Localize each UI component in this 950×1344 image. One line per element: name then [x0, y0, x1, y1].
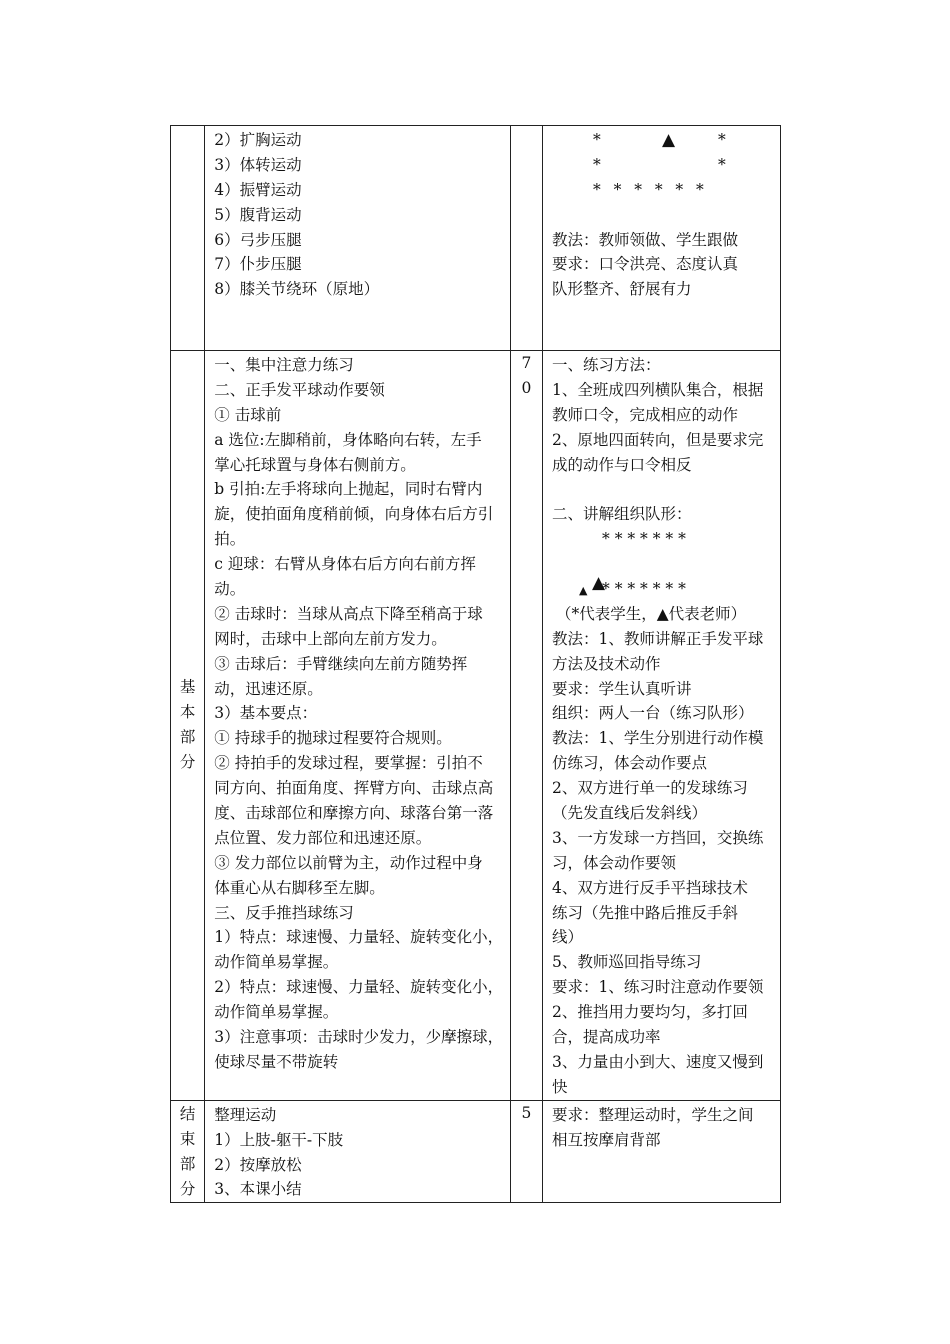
content-line: 一、集中注意力练习: [214, 356, 354, 374]
teacher-small-triangle-icon: ▲: [579, 584, 588, 598]
student-row: * * * * * * *: [602, 580, 686, 599]
ending-time: 5: [521, 1103, 532, 1122]
method-line: 相互按摩肩背部: [552, 1130, 661, 1149]
ending-time-cell: [510, 1100, 542, 1203]
student-mark: *: [593, 155, 601, 174]
content-line: 使球尽量不带旋转: [214, 1052, 339, 1071]
method-line: 方法及技术动作: [552, 654, 661, 673]
content-line: ③ 击球后：手臂继续向左前方随势挥: [214, 654, 468, 673]
content-line: c 迎球：右臂从身体右后方向右前方挥: [214, 555, 476, 574]
method-line: 2、推挡用力要均匀，多打回: [552, 1003, 748, 1022]
teacher-triangle-icon: ▲: [662, 130, 676, 150]
content-line: ② 持拍手的发球过程，要掌握：引拍不: [214, 754, 483, 773]
lesson-plan-table: [170, 125, 781, 1203]
content-line: 3）基本要点：: [214, 704, 318, 723]
content-line: 动。: [214, 580, 246, 599]
method-line: 快: [552, 1077, 568, 1096]
method-line: 教法：1、学生分别进行动作模: [552, 729, 764, 748]
content-line: 动作简单易掌握。: [214, 1003, 339, 1022]
content-line: ③ 发力部位以前臂为主，动作过程中身: [214, 853, 483, 872]
content-line: ① 击球前: [214, 405, 282, 424]
method-line: 要求：1、练习时注意动作要领: [552, 978, 764, 997]
section-label-char: 本: [179, 703, 196, 722]
content-line: 3）注意事项：击球时少发力，少摩擦球，: [214, 1028, 504, 1047]
method-line: 要求：学生认真听讲: [552, 679, 692, 698]
content-line: 同方向、拍面角度、挥臂方向、击球点高: [214, 779, 494, 798]
content-line: 1）特点：球速慢、力量轻、旋转变化小，: [214, 928, 504, 947]
content-line: 拍。: [214, 530, 246, 549]
warmup-section-label: [171, 126, 205, 351]
basic-row: [171, 351, 781, 1101]
section-label-char: 部: [179, 728, 196, 747]
content-line: b 引拍:左手将球向上抛起，同时右臂内: [214, 480, 483, 499]
section-label-char: 分: [179, 753, 196, 772]
method-line: 2、原地四面转向，但是要求完: [552, 430, 764, 449]
content-line: ① 持球手的抛球过程要符合规则。: [214, 729, 452, 748]
warmup-time-cell: [510, 126, 542, 351]
content-line: 动作简单易掌握。: [214, 953, 339, 972]
blank-line: [552, 203, 774, 228]
content-line: 动，迅速还原。: [214, 679, 323, 698]
exercise-line: 6）弓步压腿: [214, 230, 302, 249]
content-line: 2）按摩放松: [214, 1155, 302, 1174]
method-line: 教师口令，完成相应的动作: [552, 405, 739, 424]
method-line: 组织：两人一台（练习队形）: [552, 704, 754, 723]
content-line: ② 击球时：当球从高点下降至稍高于球: [214, 604, 483, 623]
basic-content-cell: [205, 351, 511, 1101]
method-line: 2、双方进行单一的发球练习: [552, 779, 748, 798]
section-label-char: 束: [179, 1129, 196, 1148]
method-line: 要求：口令洪亮、态度认真: [552, 255, 739, 274]
method-line: 练习（先推中路后推反手斜: [552, 903, 739, 922]
student-row: * * * * * * *: [602, 530, 686, 549]
content-line: 2）特点：球速慢、力量轻、旋转变化小，: [214, 978, 504, 997]
warmup-formation-row-2: [552, 153, 774, 178]
method-line: 合，提高成功率: [552, 1028, 661, 1047]
time-digit: 7: [521, 354, 532, 372]
method-line: [552, 477, 774, 502]
content-line: 度、击球部位和摩擦方向、球落台第一落: [214, 804, 494, 823]
content-line: 1）上肢-躯干-下肢: [214, 1130, 344, 1149]
student-mark: *: [718, 155, 726, 174]
content-line: 旋，使拍面角度稍前倾，向身体右后方引: [214, 505, 494, 524]
ending-row: [171, 1100, 781, 1203]
ending-section-label: [171, 1100, 205, 1203]
time-digit: 0: [521, 378, 532, 397]
method-line: 习，体会动作要领: [552, 853, 677, 872]
method-line: 二、讲解组织队形：: [552, 505, 692, 524]
content-line: a 选位:左脚稍前，身体略向右转，左手: [214, 430, 482, 449]
method-line: （先发直线后发斜线）: [552, 804, 708, 823]
method-line: 一、练习方法：: [552, 356, 661, 374]
method-line: 3、一方发球一方挡回，交换练: [552, 828, 764, 847]
method-line: 3、力量由小到大、速度又慢到: [552, 1052, 764, 1071]
content-line: 体重心从右脚移至左脚。: [214, 878, 385, 897]
method-line: 1、全班成四列横队集合，根据: [552, 380, 764, 399]
student-mark: *: [593, 131, 601, 149]
method-line: 5、教师巡回指导练习: [552, 953, 702, 972]
basic-time-cell: [510, 351, 542, 1101]
content-line: 掌心托球置与身体右侧前方。: [214, 455, 416, 474]
warmup-content-cell: [205, 126, 511, 351]
content-line: 3、本课小结: [214, 1180, 302, 1199]
student-mark: *: [718, 131, 726, 149]
ending-methods-cell: [543, 1100, 781, 1203]
content-line: 整理运动: [214, 1105, 277, 1124]
method-line: 成的动作与口令相反: [552, 455, 692, 474]
method-line: 仿练习，体会动作要点: [552, 754, 708, 773]
warmup-formation-row-1: [552, 128, 774, 153]
content-line: 网时，击球中上部向左前方发力。: [214, 629, 447, 648]
method-line: 要求：整理运动时，学生之间: [552, 1105, 754, 1124]
method-line: 4、双方进行反手平挡球技术: [552, 878, 748, 897]
method-line: 队形整齐、舒展有力: [552, 280, 692, 299]
content-line: 二、正手发平球动作要领: [214, 380, 385, 399]
section-label-char: 结: [179, 1104, 196, 1123]
exercise-line: 3）体转运动: [214, 155, 302, 174]
teacher-triangle-icon: ▲: [592, 573, 606, 594]
warmup-row: [171, 126, 781, 351]
blank-line: [552, 552, 774, 577]
exercise-line: 4）振臂运动: [214, 180, 302, 199]
section-label-char: 基: [179, 678, 196, 697]
exercise-line: 8）膝关节绕环（原地）: [214, 280, 380, 299]
method-line: 教法：教师领做、学生跟做: [552, 230, 739, 249]
basic-formation-row-1: [552, 527, 774, 552]
exercise-line: 5）腹背运动: [214, 205, 302, 224]
basic-formation-legend: （*代表学生，▲代表老师）: [556, 604, 747, 623]
basic-methods-cell: [543, 351, 781, 1101]
student-row: * * * * * *: [593, 180, 705, 199]
content-line: 点位置、发力部位和迅速还原。: [214, 828, 432, 847]
basic-formation-row-2: [552, 573, 774, 602]
ending-content-cell: [205, 1100, 511, 1203]
warmup-formation-row-3: [552, 178, 774, 203]
exercise-line: 2）扩胸运动: [214, 131, 302, 149]
section-label-char: 分: [179, 1179, 196, 1198]
basic-section-label: [171, 351, 205, 1101]
content-line: 三、反手推挡球练习: [214, 903, 354, 922]
warmup-methods-cell: [543, 126, 781, 351]
section-label-char: 部: [179, 1154, 196, 1173]
method-line: 教法：1、教师讲解正手发平球: [552, 629, 764, 648]
method-line: 线）: [552, 928, 584, 947]
exercise-line: 7）仆步压腿: [214, 255, 302, 274]
